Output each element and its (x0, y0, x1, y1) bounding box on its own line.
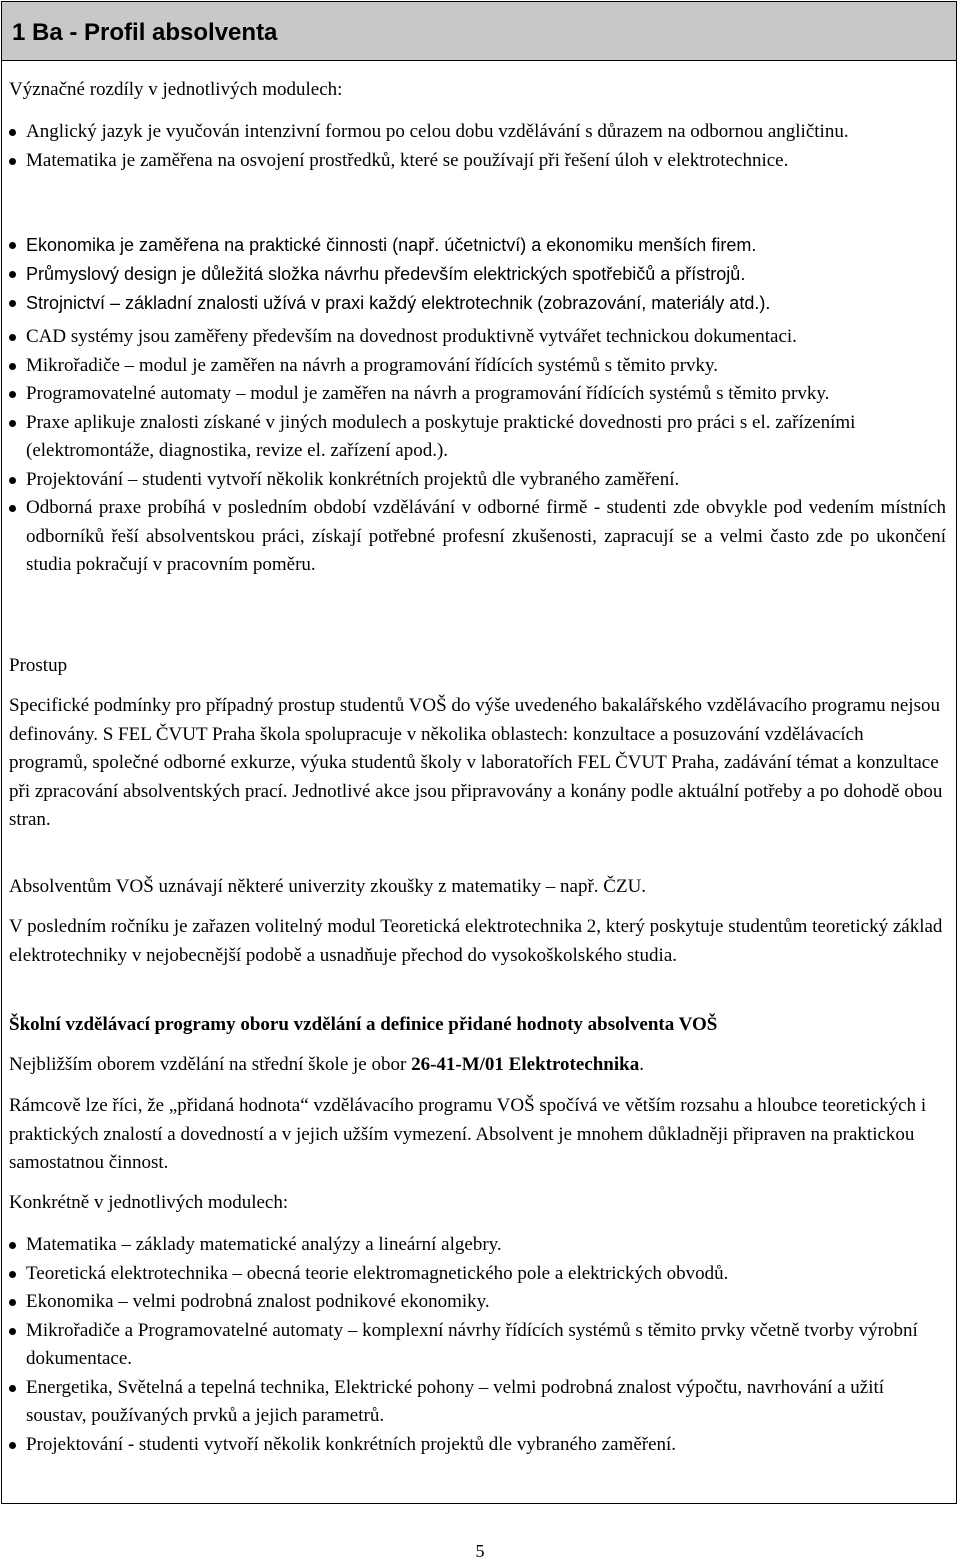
list-item: Matematika je zaměřena na osvojení prostředků, které se používají při řešení úloh v elektrotechnice. (9, 147, 946, 176)
nearest-field-prefix: Nejbližším oborem vzdělání na střední škole je obor (9, 1054, 412, 1075)
list-item: Energetika, Světelná a tepelná technika, Elektrické pohony – velmi podrobná znalost výpočtu, navrhování a užití soustav, používaných prvků a jejich parametrů. (9, 1374, 946, 1431)
nearest-field-code: 26-41-M/01 Elektrotechnika (411, 1054, 640, 1075)
modules-diff-list-sans (9, 231, 946, 318)
prostup-paragraph-1: Specifické podmínky pro případný prostup studentů VOŠ do výše uvedeného bakalářského vzdělávacího programu nejsou definovány. S FEL ČVUT Praha škola spolupracuje v několika oblastech: konzultace a posuzování vzdělávacích programů, společné odborné exkurze, výuka studentů školy v laboratořích FEL ČVUT Praha, zadávání témat a konzultace při zpracování absolventských prací. Jednotlivé akce jsou připravovány a konány podle aktuální potřeby a po dohodě obou stran. (9, 695, 943, 830)
list-item: Strojnictví – základní znalosti užívá v praxi každý elektrotechnik (zobrazování, materiály atd.). (9, 289, 946, 318)
modules-diff-list (9, 118, 946, 175)
modules-diff-intro: Význačné rozdíly v jednotlivých modulech: (9, 79, 343, 100)
programs-heading: Školní vzdělávací programy oboru vzdělání a definice přidané hodnoty absolventa VOŠ (9, 1014, 718, 1035)
modules-diff-list-2 (9, 323, 946, 580)
list-item: Programovatelné automaty – modul je zaměřen na návrh a programování řídících systémů s těmito prvky. (9, 380, 946, 409)
list-item: Průmyslový design je důležitá složka návrhu především elektrických spotřebičů a přístrojů. (9, 260, 946, 289)
list-item: Anglický jazyk je vyučován intenzivní formou po celou dobu vzdělávání s důrazem na odbornou angličtinu. (9, 118, 946, 147)
list-item: Teoretická elektrotechnika – obecná teorie elektromagnetického pole a elektrických obvodů. (9, 1260, 946, 1289)
prostup-heading: Prostup (9, 655, 68, 676)
list-item: Projektování – studenti vytvoří několik konkrétních projektů dle vybraného zaměření. (9, 466, 946, 495)
list-item: Ekonomika – velmi podrobná znalost podnikové ekonomiky. (9, 1288, 946, 1317)
page-number: 5 (475, 1541, 485, 1561)
list-item: Projektování - studenti vytvoří několik konkrétních projektů dle vybraného zaměření. (9, 1431, 946, 1460)
nearest-field-suffix: . (639, 1054, 644, 1075)
list-item: CAD systémy jsou zaměřeny především na dovednost produktivně vytvářet technickou dokumentaci. (9, 323, 946, 352)
list-item: Odborná praxe probíhá v posledním období vzdělávání v odborné firmě - studenti zde obvykle pod vedením místních odborníků řeší absolventskou práci, získají potřebné profesní zkušenosti, zapracují se a velmi často zde po ukončení studia pokračují v pracovním poměru. (9, 494, 946, 580)
nearest-field (9, 1051, 946, 1080)
prostup-paragraph-2: Absolventům VOŠ uznávají některé univerzity zkoušky z matematiky – např. ČZU. (9, 876, 647, 897)
list-item: Mikrořadiče – modul je zaměřen na návrh a programování řídících systémů s těmito prvky. (9, 352, 946, 381)
section-header (2, 2, 956, 61)
list-item: Praxe aplikuje znalosti získané v jiných modulech a poskytuje praktické dovednosti pro práci s el. zařízeními (elektromontáže, diagnostika, revize el. zařízení apod.). (9, 409, 946, 466)
modules-intro: Konkrétně v jednotlivých modulech: (9, 1192, 289, 1213)
prostup-paragraph-3: V posledním ročníku je zařazen volitelný modul Teoretická elektrotechnika 2, který poskytuje studentům teoretický základ elektrotechniky v nejobecnější podobě a usnadňuje přechod do vysokoškolského studia. (9, 916, 943, 966)
modules-list (9, 1231, 946, 1459)
section-title: 1 Ba - Profil absolventa (12, 19, 278, 46)
list-item: Ekonomika je zaměřena na praktické činnosti (např. účetnictví) a ekonomiku menších firem. (9, 231, 946, 260)
list-item: Mikrořadiče a Programovatelné automaty – komplexní návrhy řídících systémů s těmito prvky včetně tvorby výrobní dokumentace. (9, 1317, 946, 1374)
list-item: Matematika – základy matematické analýzy a lineární algebry. (9, 1231, 946, 1260)
added-value-paragraph: Rámcově lze říci, že „přidaná hodnota“ vzdělávacího programu VOŠ spočívá ve větším rozsahu a hloubce teoretických i praktických znalostí a dovedností a v jejich užším vymezení. Absolvent je mnohem důkladněji připraven na praktickou samostatnou činnost. (9, 1095, 927, 1173)
